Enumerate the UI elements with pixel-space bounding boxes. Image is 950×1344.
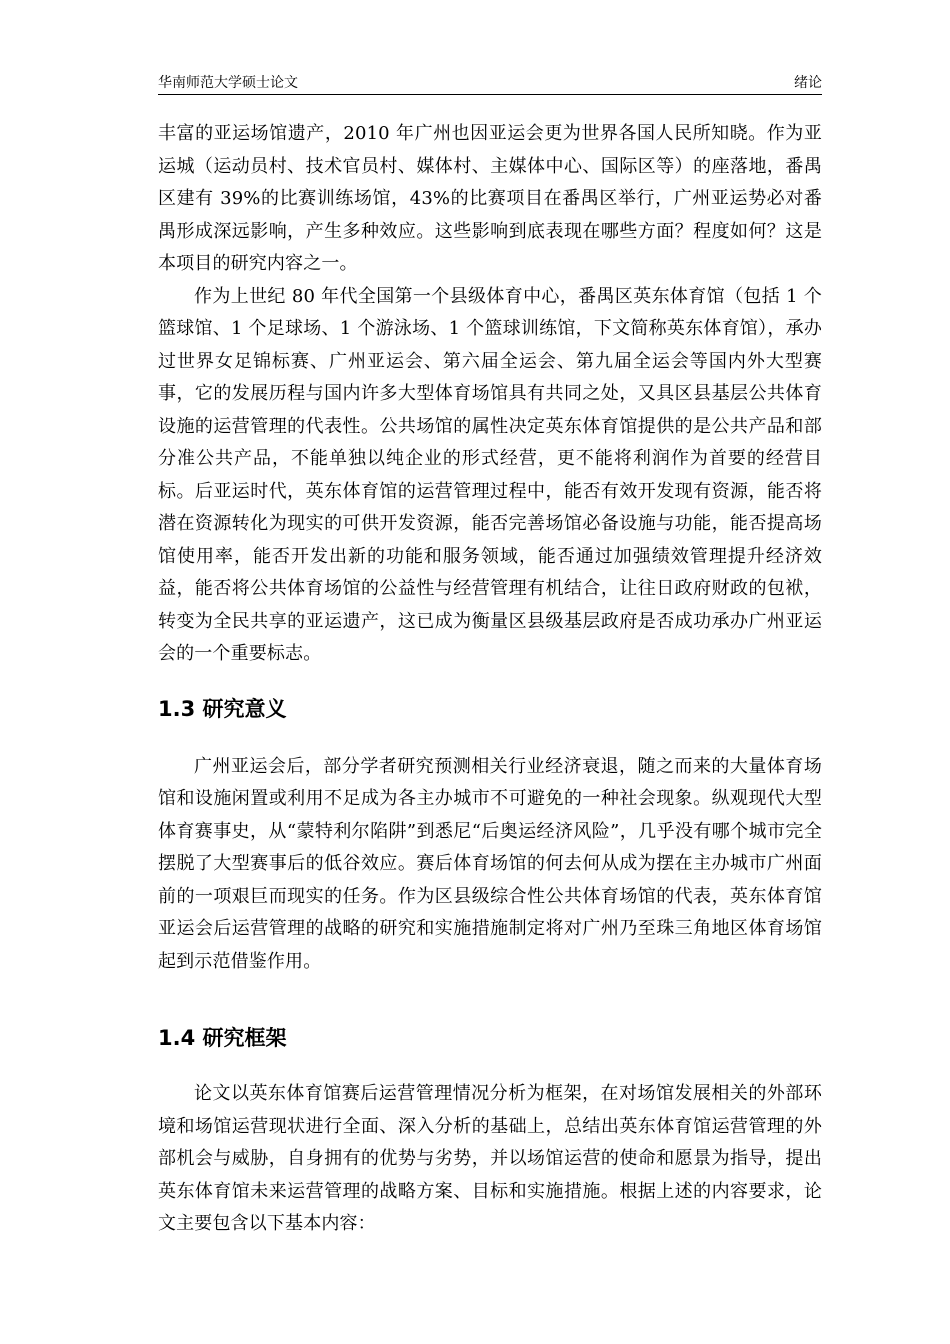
running-header <box>158 72 822 94</box>
section-heading-significance: 1.3 研究意义 <box>158 696 287 721</box>
page-body <box>158 118 822 1241</box>
section-heading-framework: 1.4 研究框架 <box>158 1026 287 1050</box>
paragraph-significance: 广州亚运会后，部分学者研究预测相关行业经济衰退，随之而来的大量体育场馆和设施闲置或利用不足成为各主办城市不可避免的一种社会现象。纵观现代大型体育赛事史，从“蒙特利尔陷阱”到悉尼“后奥运经济风险”，几乎没有哪个城市完全摆脱了大型赛事后的低谷效应。赛后体育场馆的何去何从成为摆在主办城市广州面前的一项艰巨而现实的任务。作为区县级综合性公共体育场馆的代表，英东体育馆亚运会后运营管理的战略的研究和实施措施制定将对广州乃至珠三角地区体育场馆起到示范借鉴作用。 <box>158 755 822 972</box>
header-chapter-title: 绪论 <box>794 75 822 91</box>
header-rule <box>158 94 822 95</box>
header-university-title: 华南师范大学硕士论文 <box>158 75 298 91</box>
paragraph-yingdong-gym: 作为上世纪 80 年代全国第一个县级体育中心，番禺区英东体育馆（包括 1 个篮球馆、1 个足球场、1 个游泳场、1 个篮球训练馆，下文简称英东体育馆），承办过世界女足锦标赛、广州亚运会、第六届全运会、第九届全运会等国内外大型赛事，它的发展历程与国内许多大型体育场馆具有共同之处，又具区县基层公共体育设施的运营管理的代表性。公共场馆的属性决定英东体育馆提供的是公共产品和部分准公共产品，不能单独以纯企业的形式经营，更不能将利润作为首要的经营目标。后亚运时代，英东体育馆的运营管理过程中，能否有效开发现有资源，能否将潜在资源转化为现实的可供开发资源，能否完善场馆必备设施与功能，能否提高场馆使用率，能否开发出新的功能和服务领域，能否通过加强绩效管理提升经济效益，能否将公共体育场馆的公益性与经营管理有机结合，让往日政府财政的包袱，转变为全民共享的亚运遗产，这已成为衡量区县级基层政府是否成功承办广州亚运会的一个重要标志。 <box>158 285 822 664</box>
paragraph-framework: 论文以英东体育馆赛后运营管理情况分析为框架，在对场馆发展相关的外部环境和场馆运营现状进行全面、深入分析的基础上，总结出英东体育馆运营管理的外部机会与威胁，自身拥有的优势与劣势，并以场馆运营的使命和愿景为指导，提出英东体育馆未来运营管理的战略方案、目标和实施措施。根据上述的内容要求，论文主要包含以下基本内容： <box>158 1083 822 1234</box>
paragraph-continued: 丰富的亚运场馆遗产，2010 年广州也因亚运会更为世界各国人民所知晓。作为亚运城（运动员村、技术官员村、媒体村、主媒体中心、国际区等）的座落地，番禺区建有 39%的比赛训练场馆，43%的比赛项目在番禺区举行，广州亚运势必对番禺形成深远影响，产生多种效应。这些影响到底表现在哪些方面？程度如何？这是本项目的研究内容之一。 <box>158 123 822 274</box>
